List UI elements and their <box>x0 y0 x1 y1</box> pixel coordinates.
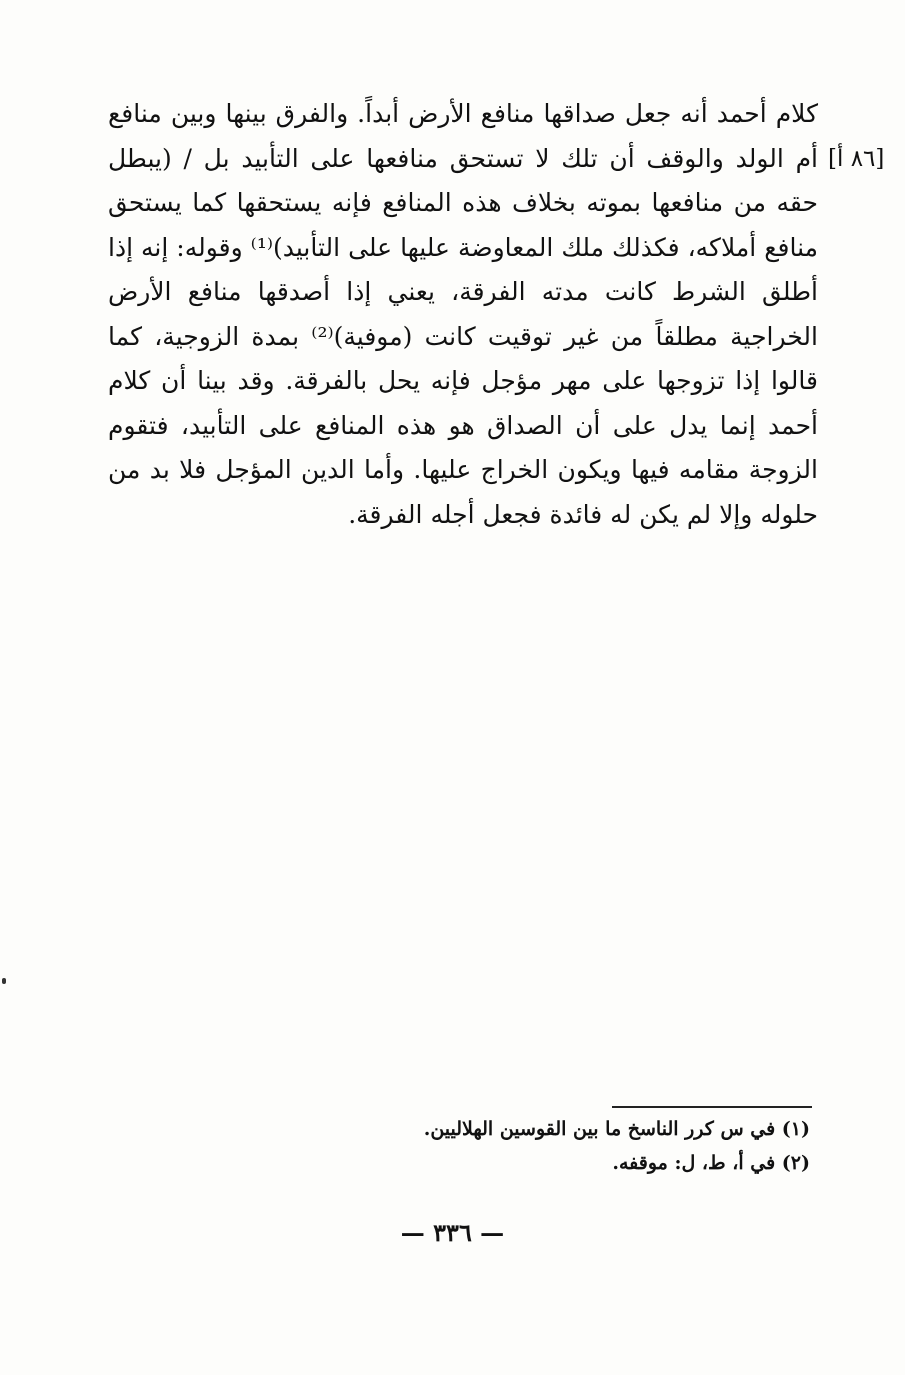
footnote-divider <box>612 1106 812 1108</box>
footnotes <box>310 1112 810 1180</box>
margin-manuscript-reference: [٨٦ أ] <box>828 146 885 172</box>
footnote-1: (١) في س كرر الناسخ ما بين القوسين الهلاليين. <box>423 1118 810 1140</box>
page-number: — ٣٣٦ — <box>400 1218 505 1247</box>
footnote-2: (٢) في أ، ط، ل: موقفه. <box>612 1152 810 1174</box>
scan-artifact <box>2 978 6 984</box>
body-paragraph: كلام أحمد أنه جعل صداقها منافع الأرض أبداً. والفرق بينها وبين منافع أم الولد والوقف أن تلك لا تستحق منافعها على التأبيد بل / (يبطل حقه من منافعها بموته بخلاف هذه المنافع فإنه يستحقها كما يستحق منافع أملاكه، فكذلك ملك المعاوضة عليها على التأبيد)⁽¹⁾ وقوله: إنه إذا أطلق الشرط كانت مدته الفرقة، يعني إذا أصدقها منافع الأرض الخراجية مطلقاً من غير توقيت كانت (موفية)⁽²⁾ بمدة الزوجية، كما قالوا إذا تزوجها على مهر مؤجل فإنه يحل بالفرقة. وقد بينا أن كلام أحمد إنما يدل على أن الصداق هو هذه المنافع على التأبيد، فتقوم الزوجة مقامه فيها ويكون الخراج عليها. وأما الدين المؤجل فلا بد من حلوله وإلا لم يكن له فائدة فجعل أجله الفرقة. <box>108 99 818 529</box>
body-text <box>108 92 818 537</box>
